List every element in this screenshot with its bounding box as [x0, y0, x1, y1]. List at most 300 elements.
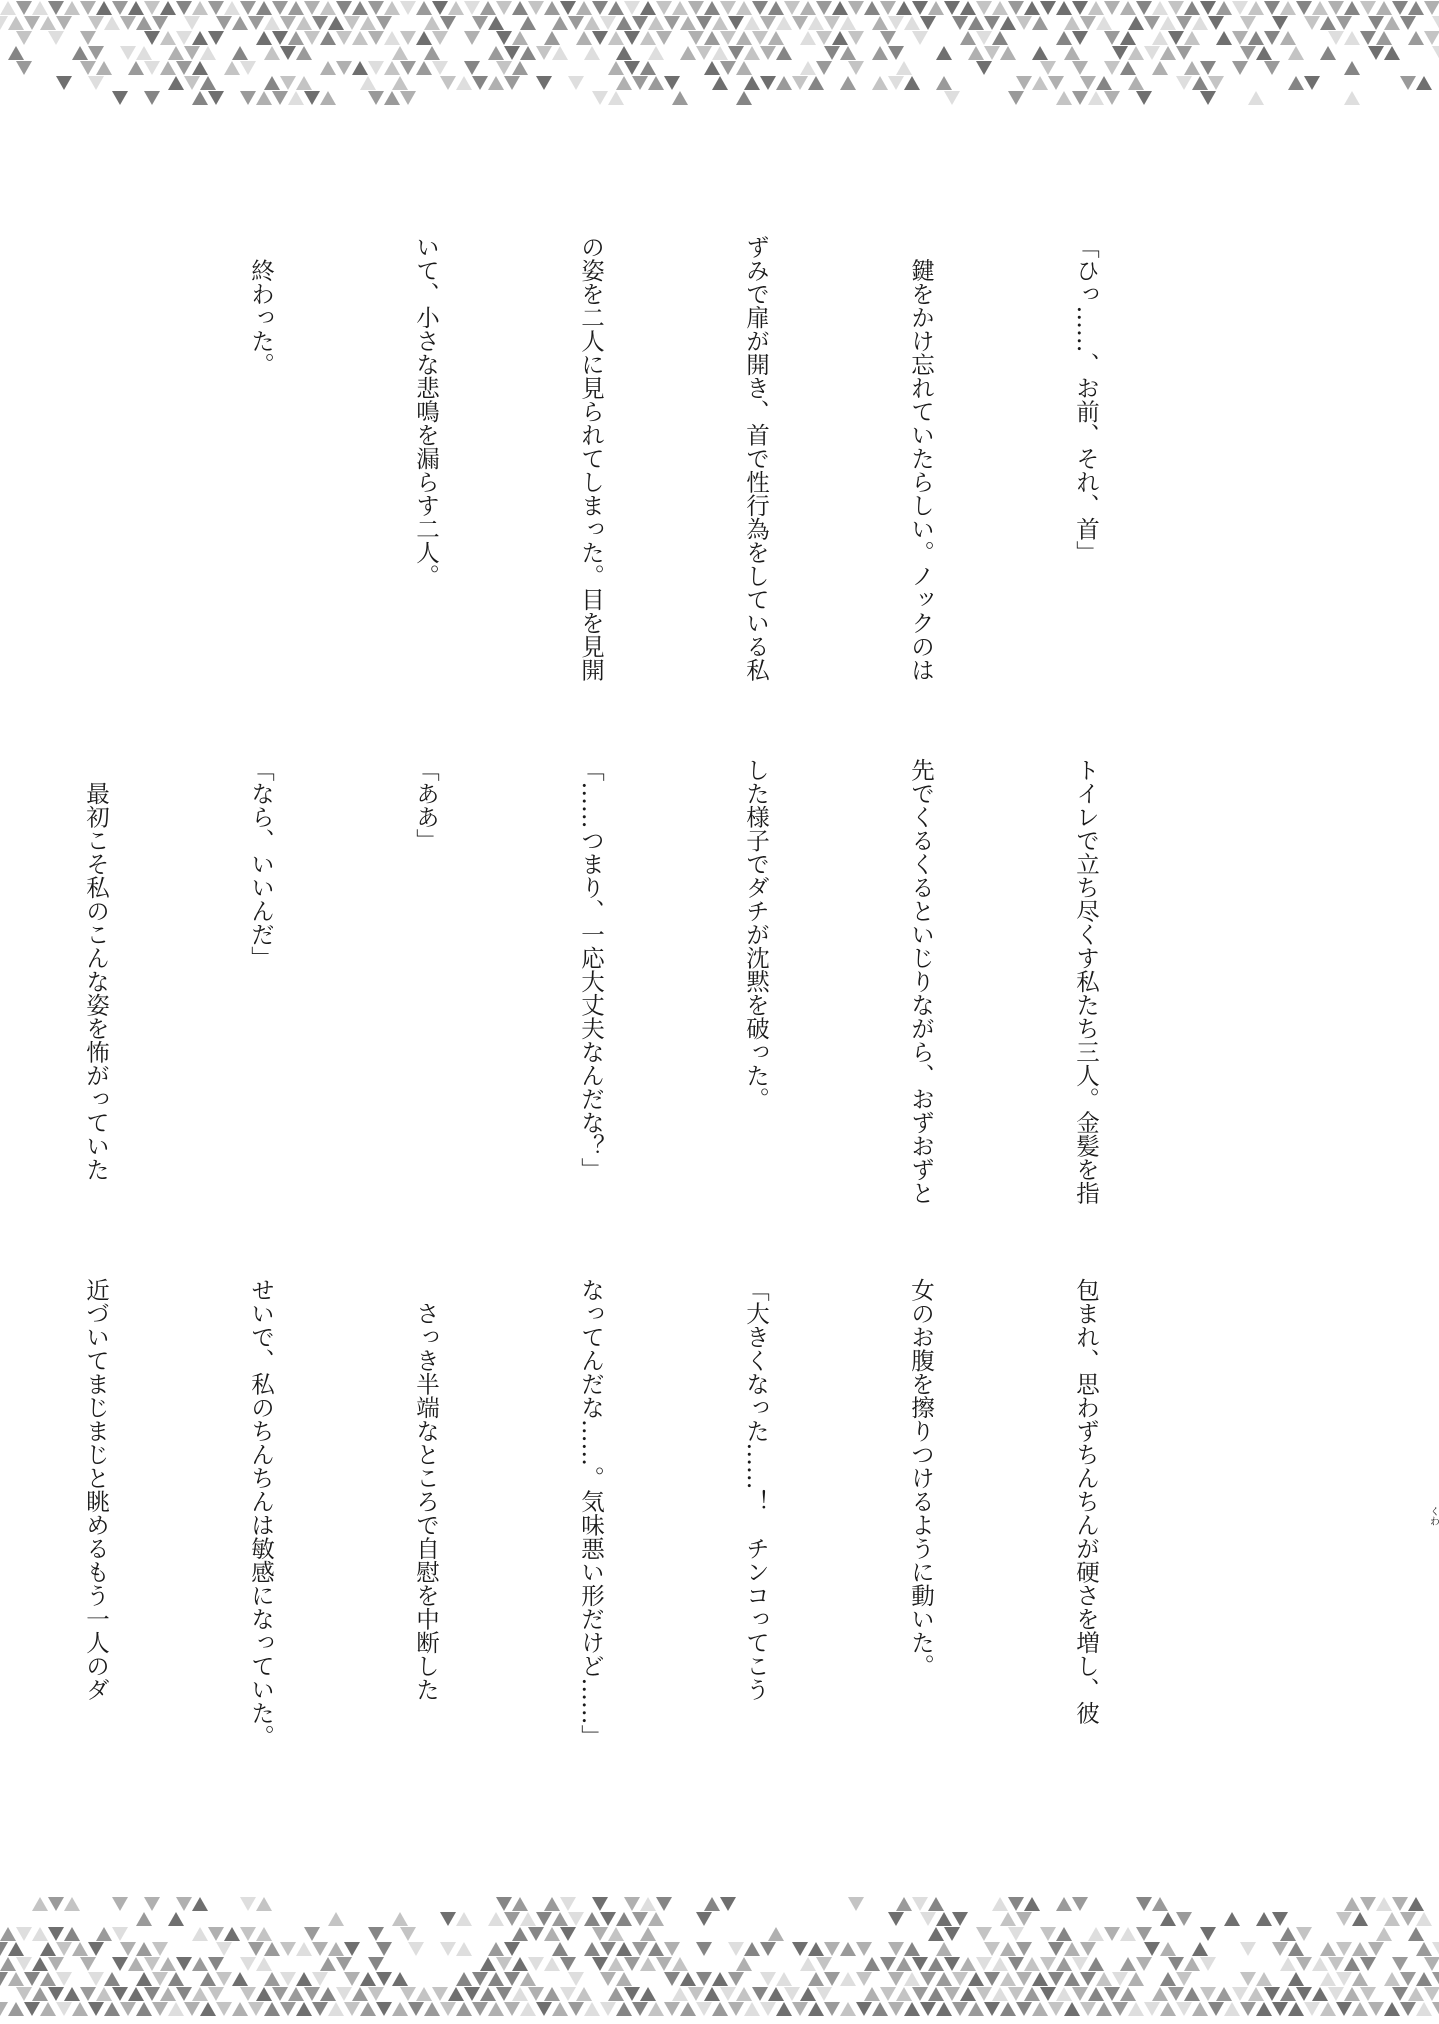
- triangle-tile: [600, 1942, 616, 1956]
- triangle-tile: [904, 1972, 920, 1986]
- triangle-tile: [1072, 31, 1088, 45]
- triangle-tile: [1168, 1, 1184, 15]
- triangle-tile: [1080, 1972, 1096, 1986]
- triangle-tile: [104, 2002, 120, 2016]
- triangle-tile: [608, 1987, 624, 2001]
- triangle-tile: [520, 46, 536, 60]
- triangle-tile: [312, 1942, 328, 1956]
- triangle-tile: [352, 1987, 368, 2001]
- triangle-tile: [696, 1972, 712, 1986]
- triangle-tile: [1128, 46, 1144, 60]
- triangle-tile: [1176, 16, 1192, 30]
- triangle-tile: [216, 1972, 232, 1986]
- triangle-tile: [728, 46, 744, 60]
- triangle-tile: [1112, 1972, 1128, 1986]
- triangle-tile: [184, 16, 200, 30]
- triangle-tile: [1376, 1897, 1392, 1911]
- triangle-tile: [184, 2002, 200, 2016]
- triangle-tile: [16, 1, 32, 15]
- triangle-tile: [312, 1972, 328, 1986]
- triangle-tile: [1016, 2002, 1032, 2016]
- triangle-tile: [344, 1972, 360, 1986]
- triangle-tile: [928, 1987, 944, 2001]
- triangle-tile: [1072, 61, 1088, 75]
- triangle-tile: [464, 61, 480, 75]
- triangle-tile: [1288, 2002, 1304, 2016]
- triangle-tile: [648, 1912, 664, 1926]
- triangle-tile: [616, 1942, 632, 1956]
- triangle-tile: [88, 16, 104, 30]
- triangle-tile: [1008, 1957, 1024, 1971]
- triangle-tile: [400, 91, 416, 105]
- triangle-tile: [1184, 61, 1200, 75]
- line: の姿を二人に見られてしまった。目を見開: [577, 235, 605, 682]
- triangle-tile: [1072, 1957, 1088, 1971]
- triangle-tile: [168, 2002, 184, 2016]
- triangle-tile: [848, 1897, 864, 1911]
- triangle-tile: [1192, 16, 1208, 30]
- triangle-tile: [88, 1942, 104, 1956]
- triangle-tile: [1048, 1972, 1064, 1986]
- triangle-tile: [648, 16, 664, 30]
- triangle-tile: [792, 2002, 808, 2016]
- triangle-pattern-bottom: [0, 1896, 1433, 2024]
- triangle-tile: [704, 31, 720, 45]
- triangle-tile: [648, 76, 664, 90]
- triangle-tile: [304, 91, 320, 105]
- triangle-tile: [912, 1897, 928, 1911]
- triangle-tile: [1344, 1957, 1360, 1971]
- triangle-tile: [48, 31, 64, 45]
- triangle-tile: [1408, 1987, 1424, 2001]
- triangle-tile: [864, 1, 880, 15]
- triangle-tile: [1176, 1972, 1192, 1986]
- triangle-tile: [808, 1942, 824, 1956]
- triangle-tile: [616, 16, 632, 30]
- triangle-tile: [1408, 1927, 1424, 1941]
- triangle-tile: [1032, 46, 1048, 60]
- triangle-tile: [776, 1972, 792, 1986]
- triangle-tile: [1256, 1972, 1272, 1986]
- triangle-tile: [928, 1897, 944, 1911]
- triangle-tile: [1088, 1987, 1104, 2001]
- triangle-tile: [552, 2002, 568, 2016]
- triangle-tile: [744, 16, 760, 30]
- triangle-tile: [1160, 1912, 1176, 1926]
- triangle-tile: [928, 1927, 944, 1941]
- triangle-tile: [544, 1, 560, 15]
- triangle-tile: [1216, 1, 1232, 15]
- triangle-tile: [96, 61, 112, 75]
- triangle-tile: [896, 61, 912, 75]
- triangle-tile: [456, 1972, 472, 1986]
- triangle-tile: [672, 1987, 688, 2001]
- triangle-tile: [712, 16, 728, 30]
- triangle-tile: [504, 46, 520, 60]
- triangle-tile: [1232, 1987, 1248, 2001]
- triangle-tile: [1288, 1942, 1304, 1956]
- triangle-tile: [96, 1987, 112, 2001]
- triangle-tile: [600, 1912, 616, 1926]
- triangle-tile: [504, 2002, 520, 2016]
- triangle-tile: [560, 1897, 576, 1911]
- triangle-tile: [1312, 1987, 1328, 2001]
- triangle-tile: [456, 1912, 472, 1926]
- triangle-tile: [360, 76, 376, 90]
- triangle-tile: [432, 31, 448, 45]
- triangle-tile: [1032, 1972, 1048, 1986]
- triangle-tile: [1232, 1, 1248, 15]
- triangle-tile: [1176, 1912, 1192, 1926]
- ruby-annotation: くわ: [1427, 1506, 1439, 1526]
- triangle-tile: [160, 61, 176, 75]
- triangle-tile: [144, 61, 160, 75]
- triangle-tile: [1008, 1, 1024, 15]
- triangle-tile: [1184, 1987, 1200, 2001]
- triangle-tile: [568, 76, 584, 90]
- triangle-tile: [840, 76, 856, 90]
- triangle-tile: [696, 2002, 712, 2016]
- triangle-tile: [768, 1987, 784, 2001]
- triangle-tile: [936, 76, 952, 90]
- triangle-tile: [528, 1987, 544, 2001]
- triangle-tile: [1152, 31, 1168, 45]
- triangle-tile: [1128, 1972, 1144, 1986]
- triangle-tile: [1096, 16, 1112, 30]
- triangle-tile: [1160, 16, 1176, 30]
- triangle-tile: [544, 1927, 560, 1941]
- triangle-tile: [72, 46, 88, 60]
- triangle-tile: [736, 1, 752, 15]
- triangle-tile: [304, 31, 320, 45]
- triangle-tile: [1096, 76, 1112, 90]
- triangle-tile: [976, 1927, 992, 1941]
- triangle-tile: [776, 16, 792, 30]
- triangle-tile: [1368, 1942, 1384, 1956]
- triangle-tile: [1040, 1, 1056, 15]
- triangle-tile: [248, 2002, 264, 2016]
- triangle-tile: [496, 31, 512, 45]
- triangle-tile: [1264, 61, 1280, 75]
- triangle-tile: [952, 1972, 968, 1986]
- triangle-tile: [160, 1957, 176, 1971]
- triangle-tile: [8, 1972, 24, 1986]
- triangle-tile: [440, 1912, 456, 1926]
- triangle-tile: [1096, 1972, 1112, 1986]
- triangle-tile: [152, 16, 168, 30]
- triangle-tile: [1008, 1897, 1024, 1911]
- triangle-tile: [920, 1972, 936, 1986]
- triangle-tile: [1336, 16, 1352, 30]
- triangle-tile: [968, 16, 984, 30]
- triangle-tile: [424, 2002, 440, 2016]
- triangle-tile: [640, 1987, 656, 2001]
- line: 終わった。: [247, 235, 275, 376]
- triangle-tile: [376, 1942, 392, 1956]
- triangle-tile: [1168, 31, 1184, 45]
- triangle-tile: [648, 2002, 664, 2016]
- triangle-tile: [72, 1942, 88, 1956]
- text-column-tier-2: [0, 758, 1223, 1258]
- triangle-tile: [768, 1, 784, 15]
- triangle-tile: [840, 1942, 856, 1956]
- triangle-tile: [1136, 1, 1152, 15]
- triangle-tile: [888, 46, 904, 60]
- line: 女のお腹を擦りつけるように動いた。: [907, 1278, 935, 1678]
- triangle-tile: [160, 1987, 176, 2001]
- triangle-tile: [1200, 91, 1216, 105]
- triangle-tile: [1408, 31, 1424, 45]
- triangle-tile: [32, 1927, 48, 1941]
- triangle-tile: [464, 31, 480, 45]
- triangle-tile: [1344, 31, 1360, 45]
- triangle-tile: [240, 91, 256, 105]
- triangle-tile: [472, 16, 488, 30]
- triangle-tile: [344, 16, 360, 30]
- triangle-tile: [208, 1987, 224, 2001]
- triangle-tile: [192, 1927, 208, 1941]
- triangle-tile: [1136, 1897, 1152, 1911]
- triangle-tile: [760, 2002, 776, 2016]
- triangle-tile: [720, 31, 736, 45]
- triangle-tile: [608, 31, 624, 45]
- triangle-tile: [960, 1, 976, 15]
- triangle-tile: [1104, 31, 1120, 45]
- triangle-tile: [1288, 1972, 1304, 1986]
- triangle-tile: [328, 16, 344, 30]
- triangle-tile: [136, 46, 152, 60]
- triangle-tile: [24, 16, 40, 30]
- triangle-tile: [1216, 31, 1232, 45]
- triangle-tile: [336, 1, 352, 15]
- triangle-tile: [1336, 1972, 1352, 1986]
- triangle-tile: [232, 1972, 248, 1986]
- triangle-tile: [1280, 1987, 1296, 2001]
- triangle-tile: [504, 76, 520, 90]
- triangle-tile: [992, 1957, 1008, 1971]
- triangle-tile: [256, 1897, 272, 1911]
- triangle-tile: [88, 46, 104, 60]
- triangle-tile: [992, 1987, 1008, 2001]
- triangle-tile: [368, 1927, 384, 1941]
- triangle-tile: [320, 1957, 336, 1971]
- triangle-tile: [1120, 1, 1136, 15]
- triangle-tile: [504, 1942, 520, 1956]
- triangle-tile: [552, 1942, 568, 1956]
- triangle-tile: [696, 1942, 712, 1956]
- triangle-tile: [1360, 1957, 1376, 1971]
- triangle-tile: [120, 16, 136, 30]
- triangle-tile: [920, 16, 936, 30]
- triangle-tile: [856, 1972, 872, 1986]
- line: 「ああ」: [412, 758, 440, 852]
- triangle-tile: [104, 16, 120, 30]
- triangle-tile: [1240, 2002, 1256, 2016]
- triangle-tile: [1384, 1912, 1400, 1926]
- triangle-tile: [560, 1, 576, 15]
- triangle-tile: [168, 1972, 184, 1986]
- triangle-tile: [968, 2002, 984, 2016]
- triangle-tile: [416, 1, 432, 15]
- triangle-tile: [128, 1987, 144, 2001]
- triangle-tile: [112, 1927, 128, 1941]
- triangle-tile: [720, 1897, 736, 1911]
- triangle-tile: [640, 31, 656, 45]
- triangle-tile: [1056, 1, 1072, 15]
- triangle-tile: [720, 1987, 736, 2001]
- triangle-tile: [120, 1942, 136, 1956]
- triangle-tile: [32, 1897, 48, 1911]
- triangle-tile: [32, 1987, 48, 2001]
- triangle-tile: [1384, 46, 1400, 60]
- triangle-tile: [288, 91, 304, 105]
- triangle-tile: [0, 2002, 8, 2016]
- triangle-tile: [1000, 16, 1016, 30]
- triangle-tile: [1016, 1972, 1032, 1986]
- triangle-tile: [208, 1927, 224, 1941]
- triangle-tile: [1368, 46, 1384, 60]
- triangle-tile: [56, 16, 72, 30]
- triangle-tile: [824, 1972, 840, 1986]
- triangle-tile: [872, 16, 888, 30]
- triangle-tile: [168, 46, 184, 60]
- triangle-tile: [376, 1972, 392, 1986]
- triangle-tile: [1424, 1957, 1439, 1971]
- triangle-tile: [1000, 46, 1016, 60]
- triangle-tile: [1136, 91, 1152, 105]
- triangle-tile: [792, 16, 808, 30]
- triangle-tile: [640, 1927, 656, 1941]
- triangle-tile: [728, 2002, 744, 2016]
- triangle-tile: [520, 2002, 536, 2016]
- triangle-tile: [952, 16, 968, 30]
- triangle-tile: [1072, 1987, 1088, 2001]
- triangle-tile: [816, 1, 832, 15]
- triangle-tile: [504, 1972, 520, 1986]
- triangle-tile: [888, 16, 904, 30]
- triangle-tile: [224, 1, 240, 15]
- triangle-tile: [312, 2002, 328, 2016]
- triangle-tile: [240, 61, 256, 75]
- triangle-tile: [0, 1957, 16, 1971]
- triangle-tile: [1048, 76, 1064, 90]
- triangle-tile: [672, 1957, 688, 1971]
- triangle-tile: [384, 31, 400, 45]
- triangle-tile: [264, 1972, 280, 1986]
- triangle-tile: [1416, 76, 1432, 90]
- triangle-tile: [1024, 1, 1040, 15]
- triangle-tile: [1168, 1987, 1184, 2001]
- triangle-tile: [240, 1927, 256, 1941]
- triangle-tile: [1392, 1897, 1408, 1911]
- triangle-tile: [312, 16, 328, 30]
- triangle-tile: [144, 1897, 160, 1911]
- triangle-tile: [1296, 1927, 1312, 1941]
- triangle-tile: [344, 1942, 360, 1956]
- triangle-tile: [1312, 1, 1328, 15]
- triangle-tile: [728, 1972, 744, 1986]
- triangle-tile: [176, 1, 192, 15]
- triangle-tile: [456, 76, 472, 90]
- triangle-tile: [976, 1987, 992, 2001]
- triangle-tile: [192, 1, 208, 15]
- triangle-tile: [1304, 2002, 1320, 2016]
- triangle-tile: [832, 1, 848, 15]
- triangle-tile: [624, 61, 640, 75]
- triangle-tile: [400, 31, 416, 45]
- triangle-tile: [1056, 31, 1072, 45]
- triangle-tile: [760, 16, 776, 30]
- triangle-tile: [440, 2002, 456, 2016]
- triangle-tile: [0, 16, 8, 30]
- triangle-tile: [280, 16, 296, 30]
- triangle-tile: [1096, 2002, 1112, 2016]
- triangle-tile: [1040, 1987, 1056, 2001]
- triangle-tile: [1088, 1927, 1104, 1941]
- triangle-tile: [1352, 2002, 1368, 2016]
- triangle-tile: [320, 31, 336, 45]
- triangle-tile: [512, 31, 528, 45]
- triangle-tile: [224, 1927, 240, 1941]
- triangle-tile: [744, 2002, 760, 2016]
- triangle-tile: [528, 1, 544, 15]
- triangle-tile: [1056, 91, 1072, 105]
- triangle-tile: [712, 76, 728, 90]
- triangle-tile: [368, 61, 384, 75]
- triangle-tile: [176, 1987, 192, 2001]
- triangle-tile: [680, 46, 696, 60]
- triangle-tile: [224, 61, 240, 75]
- triangle-tile: [1048, 1942, 1064, 1956]
- triangle-tile: [424, 16, 440, 30]
- triangle-tile: [696, 46, 712, 60]
- triangle-tile: [280, 76, 296, 90]
- triangle-tile: [1232, 61, 1248, 75]
- triangle-tile: [1112, 2002, 1128, 2016]
- triangle-tile: [1128, 2002, 1144, 2016]
- triangle-tile: [1384, 16, 1400, 30]
- triangle-tile: [8, 2002, 24, 2016]
- triangle-tile: [264, 2002, 280, 2016]
- triangle-tile: [384, 91, 400, 105]
- triangle-tile: [48, 1, 64, 15]
- triangle-tile: [400, 1987, 416, 2001]
- triangle-tile: [1360, 1897, 1376, 1911]
- triangle-tile: [664, 2002, 680, 2016]
- triangle-tile: [32, 1, 48, 15]
- triangle-tile: [608, 1927, 624, 1941]
- triangle-tile: [808, 2002, 824, 2016]
- triangle-tile: [624, 31, 640, 45]
- triangle-tile: [368, 1987, 384, 2001]
- triangle-tile: [464, 1, 480, 15]
- triangle-tile: [112, 1, 128, 15]
- line: せいで、私のちんちんは敏感になっていた。: [247, 1278, 275, 1748]
- triangle-tile: [1072, 1, 1088, 15]
- triangle-tile: [280, 1942, 296, 1956]
- triangle-tile: [592, 31, 608, 45]
- triangle-tile: [728, 16, 744, 30]
- triangle-tile: [840, 16, 856, 30]
- triangle-tile: [200, 46, 216, 60]
- triangle-tile: [1304, 76, 1320, 90]
- triangle-tile: [256, 1957, 272, 1971]
- triangle-tile: [0, 1942, 8, 1956]
- triangle-tile: [832, 31, 848, 45]
- triangle-tile: [144, 1957, 160, 1971]
- triangle-tile: [616, 1912, 632, 1926]
- triangle-tile: [1344, 61, 1360, 75]
